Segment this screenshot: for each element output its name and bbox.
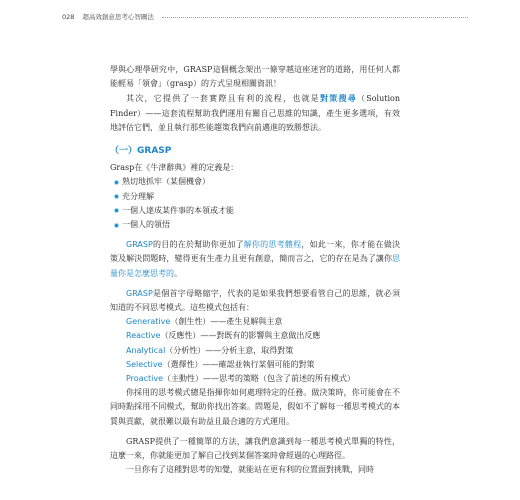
bullet-dot-icon [114,208,119,213]
goal-highlight-1: 解你的思考體程 [243,240,302,250]
mode-desc: （主動性）——思考的策略（包含了前述的所有模式） [163,374,356,384]
mode-name: Reactive [126,331,161,341]
bullet-dot-icon [114,223,119,228]
mode-desc: （分析性）——分析主意，取得對策 [165,345,294,355]
paragraph-tool: GRASP提供了一種簡單的方法，讓我們意識到每一種思考模式單獨的特性，這麼一來，你就能更加了解自己找到某個答案時會經過的心理路徑。 [110,436,400,461]
mode-item-selective [110,358,400,372]
section-heading-grasp: （一）GRASP [110,146,172,157]
mode-item-proactive [110,372,400,386]
acronym-text: 是個首字母略縮字，代表的是如果我們想要看管自己的思維，就必須知道的不同思考模式。這些模式包括有： [110,288,400,313]
mode-name: Proactive [126,374,164,384]
mode-name: Analytical [126,345,166,355]
definition-intro: Grasp在《牛津辭典》裡的定義是： [110,163,239,173]
paragraph-modes: 你採用的思考模式總是指揮你如何處理特定的任務。做決策時，你可能會在不同時點採用不同模式，幫助你找出答案。問題是，假如不了解每一種思考模式的本質與貢獻，就很難以最有助益且最合適的方式運用。 [110,388,400,426]
bullet-text: 一個人達成某件事的本領或才能 [122,205,234,215]
mode-name: Selective [126,359,163,369]
definition-bullet-1 [110,175,400,189]
mode-item-generative [110,315,400,329]
page-body [110,63,400,477]
goal-text-1: 的目的在於幫助你更加了 [152,240,244,250]
bullet-text: 熟切地抓牢（某個機會） [122,177,210,187]
bullet-dot-icon [114,194,119,199]
definition-bullet-3 [110,204,400,218]
goal-text-end: 。 [174,268,182,278]
paragraph-solution-finder [110,91,400,135]
bullet-text: 充分理解 [122,191,154,201]
goal-highlight-2: 思量你是怎麼思考的 [110,254,400,278]
solution-finder-highlight: 對策搜尋 [320,93,358,104]
page-number: 028 [62,12,75,21]
grasp-term: GRASP [126,240,153,250]
paragraph-intro: 學與心理學研究中，GRASP這個概念架出一條穿越這座迷宮的道路，用任何人都能輕易「領會」（grasp）的方式呈現相關資訊！ [110,65,400,89]
definition-bullet-2 [110,190,400,204]
goal-text-2: ，如此一來，你才能在做決策及解決問題時，變得更有生產力且更有創意，簡而言之，它的存在是為了讓你 [110,240,401,264]
mode-desc: （反應性）——對既有的影響與主意做出反應 [160,331,321,341]
grasp-term: GRASP [126,288,153,298]
mode-item-reactive [110,329,400,343]
mode-item-analytical [110,344,400,358]
paragraph-acronym [110,287,400,315]
paragraph-grasp-goal [110,238,400,281]
book-title: 超高效創意思考心智圖法 [82,13,154,21]
mode-desc: （創生性）——產生見解與主意 [170,317,283,327]
mode-desc: （選擇性）——確認並執行某個可能的對策 [162,359,315,369]
bullet-dot-icon [114,180,119,185]
bullet-text: 一個人的領悟 [122,220,170,230]
mode-name: Generative [126,317,171,327]
paragraph-solution-finder-after: （Solution Finder）——這套流程幫助我們運用有關自己思維的知識，產生更多選項，有效地評估它們，並且執行那些能趨策我們向前邁進的致勝想法。 [110,94,401,132]
paragraph-solution-finder-before: 其次，它提供了一套實際且有利的流程，也就是 [126,94,321,104]
definition-bullet-4 [110,218,400,232]
header-dotted-rule [162,17,468,18]
paragraph-last: 一旦你有了這種對思考的知覺，就能站在更有利的位置面對挑戰，同時 [126,465,374,475]
page-header [62,12,468,21]
